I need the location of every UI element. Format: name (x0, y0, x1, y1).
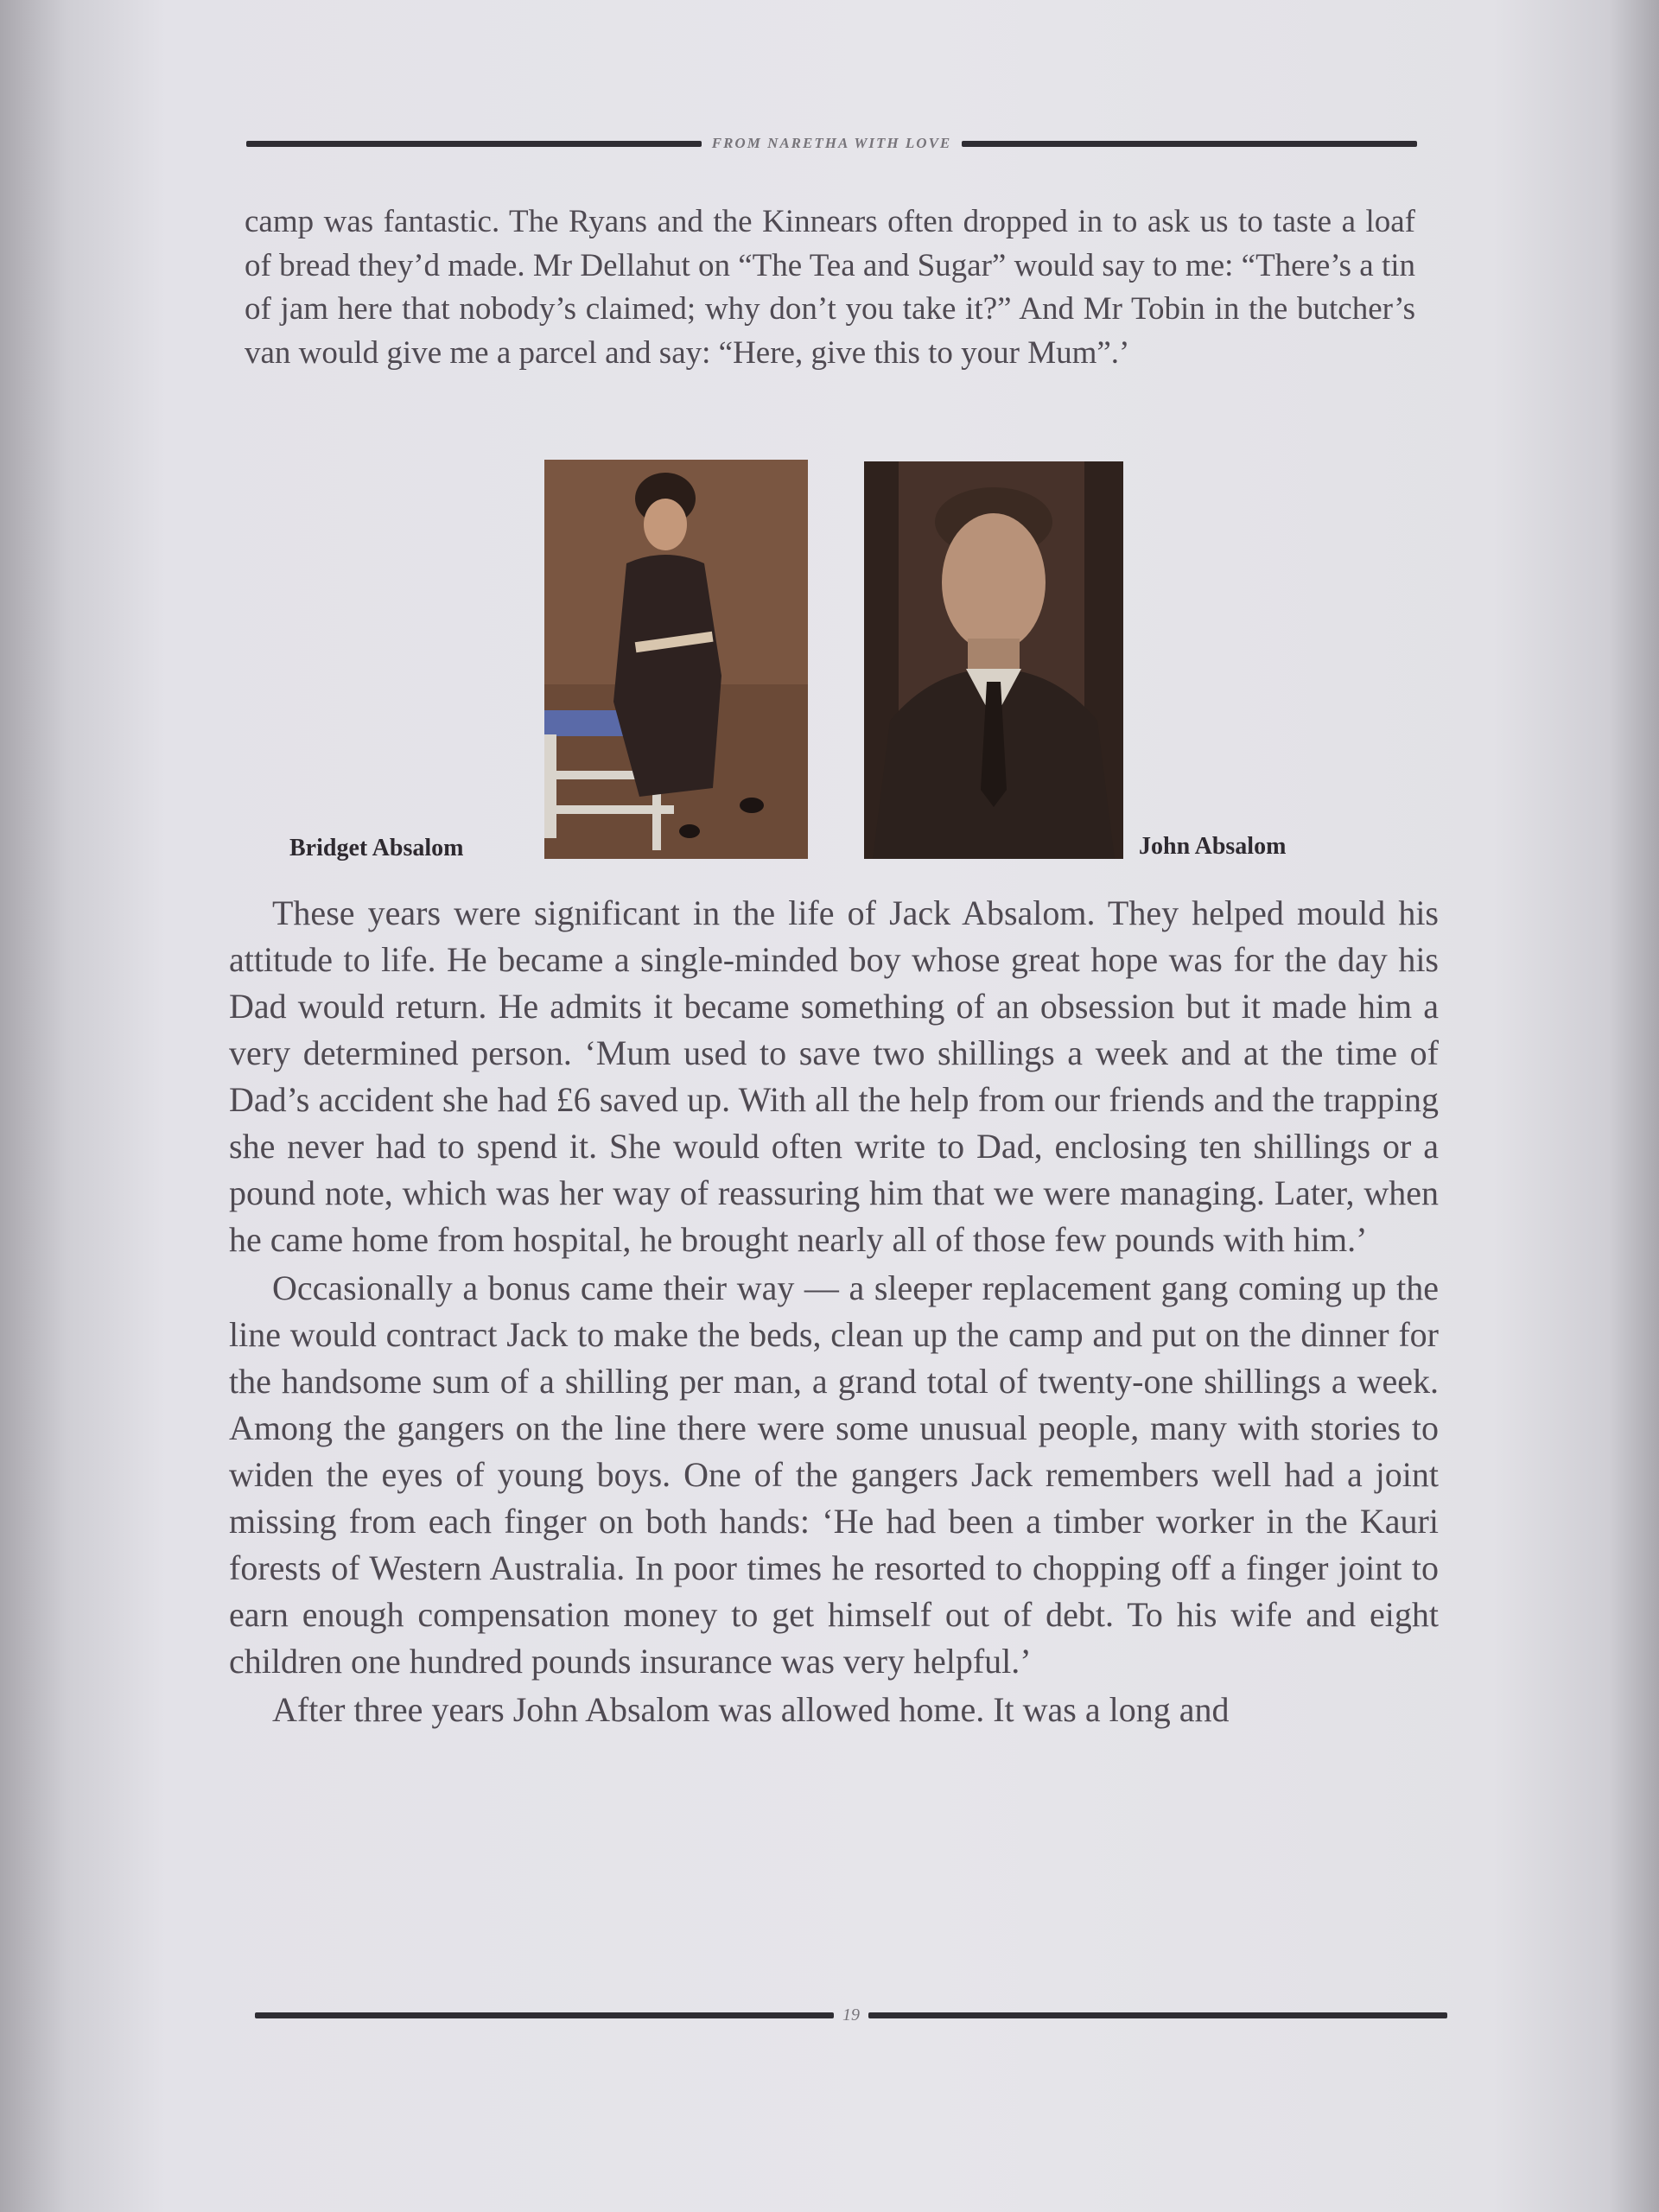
page-number: 19 (842, 2005, 860, 2024)
header-rule-left (246, 141, 702, 147)
photo-bridget-absalom (544, 460, 808, 859)
header-rule-right (962, 141, 1417, 147)
running-header (246, 131, 1417, 156)
caption-john-absalom: John Absalom (1139, 833, 1287, 860)
running-title: FROM NARETHA WITH LOVE (711, 135, 952, 151)
paragraph: After three years John Absalom was allowed home. It was a long and (272, 1690, 1230, 1729)
caption-bridget-absalom: Bridget Absalom (289, 835, 464, 861)
paragraph: These years were significant in the life of Jack Absalom. They helped mould his attitude to life. He became a single-minded boy whose great hope was for the day his Dad would return. He admits it became something of an obsession but it made him a very determined person. ‘Mum used to save two shillings a week and at the time of Dad’s accident she had £6 saved up. With all the help from our friends and the trapping she never had to spend it. She would often write to Dad, enclosing ten shillings or a pound note, which was her way of reassuring him that we were managing. Later, when he came home from hospital, he brought nearly all of those few pounds with him.’ (229, 893, 1439, 1259)
john-portrait-illustration (864, 461, 1123, 859)
paragraph: Occasionally a bonus came their way — a sleeper replacement gang coming up the line would contract Jack to make the beds, clean up the camp and put on the dinner for the handsome sum of a shilling per man, a grand total of twenty-one shillings a week. Among the gangers on the line there were some unusual people, many with stories to widen the eyes of young boys. One of the gangers Jack remembers well had a joint missing from each finger on both hands: ‘He had been a timber worker in the Kauri forests of Western Australia. In poor times he resorted to chopping off a finger joint to earn enough compensation money to get himself out of debt. To his wife and eight children one hundred pounds insurance was very helpful.’ (229, 1268, 1439, 1681)
footer-rule-left (255, 2012, 834, 2018)
top-paragraph: camp was fantastic. The Ryans and the Kinnears often dropped in to ask us to taste a loaf of bread they’d made. Mr Dellahut on “The Tea and Sugar” would say to me: “There’s a tin of jam here that nobody’s claimed; why don’t you take it?” And Mr Tobin in the butcher’s van would give me a parcel and say: “Here, give this to your Mum”.’ (245, 204, 1415, 371)
body-text (229, 890, 1439, 1735)
bridget-portrait-illustration (544, 460, 808, 859)
photo-john-absalom (864, 461, 1123, 859)
page-footer (255, 2003, 1447, 2027)
footer-rule-right (868, 2012, 1447, 2018)
